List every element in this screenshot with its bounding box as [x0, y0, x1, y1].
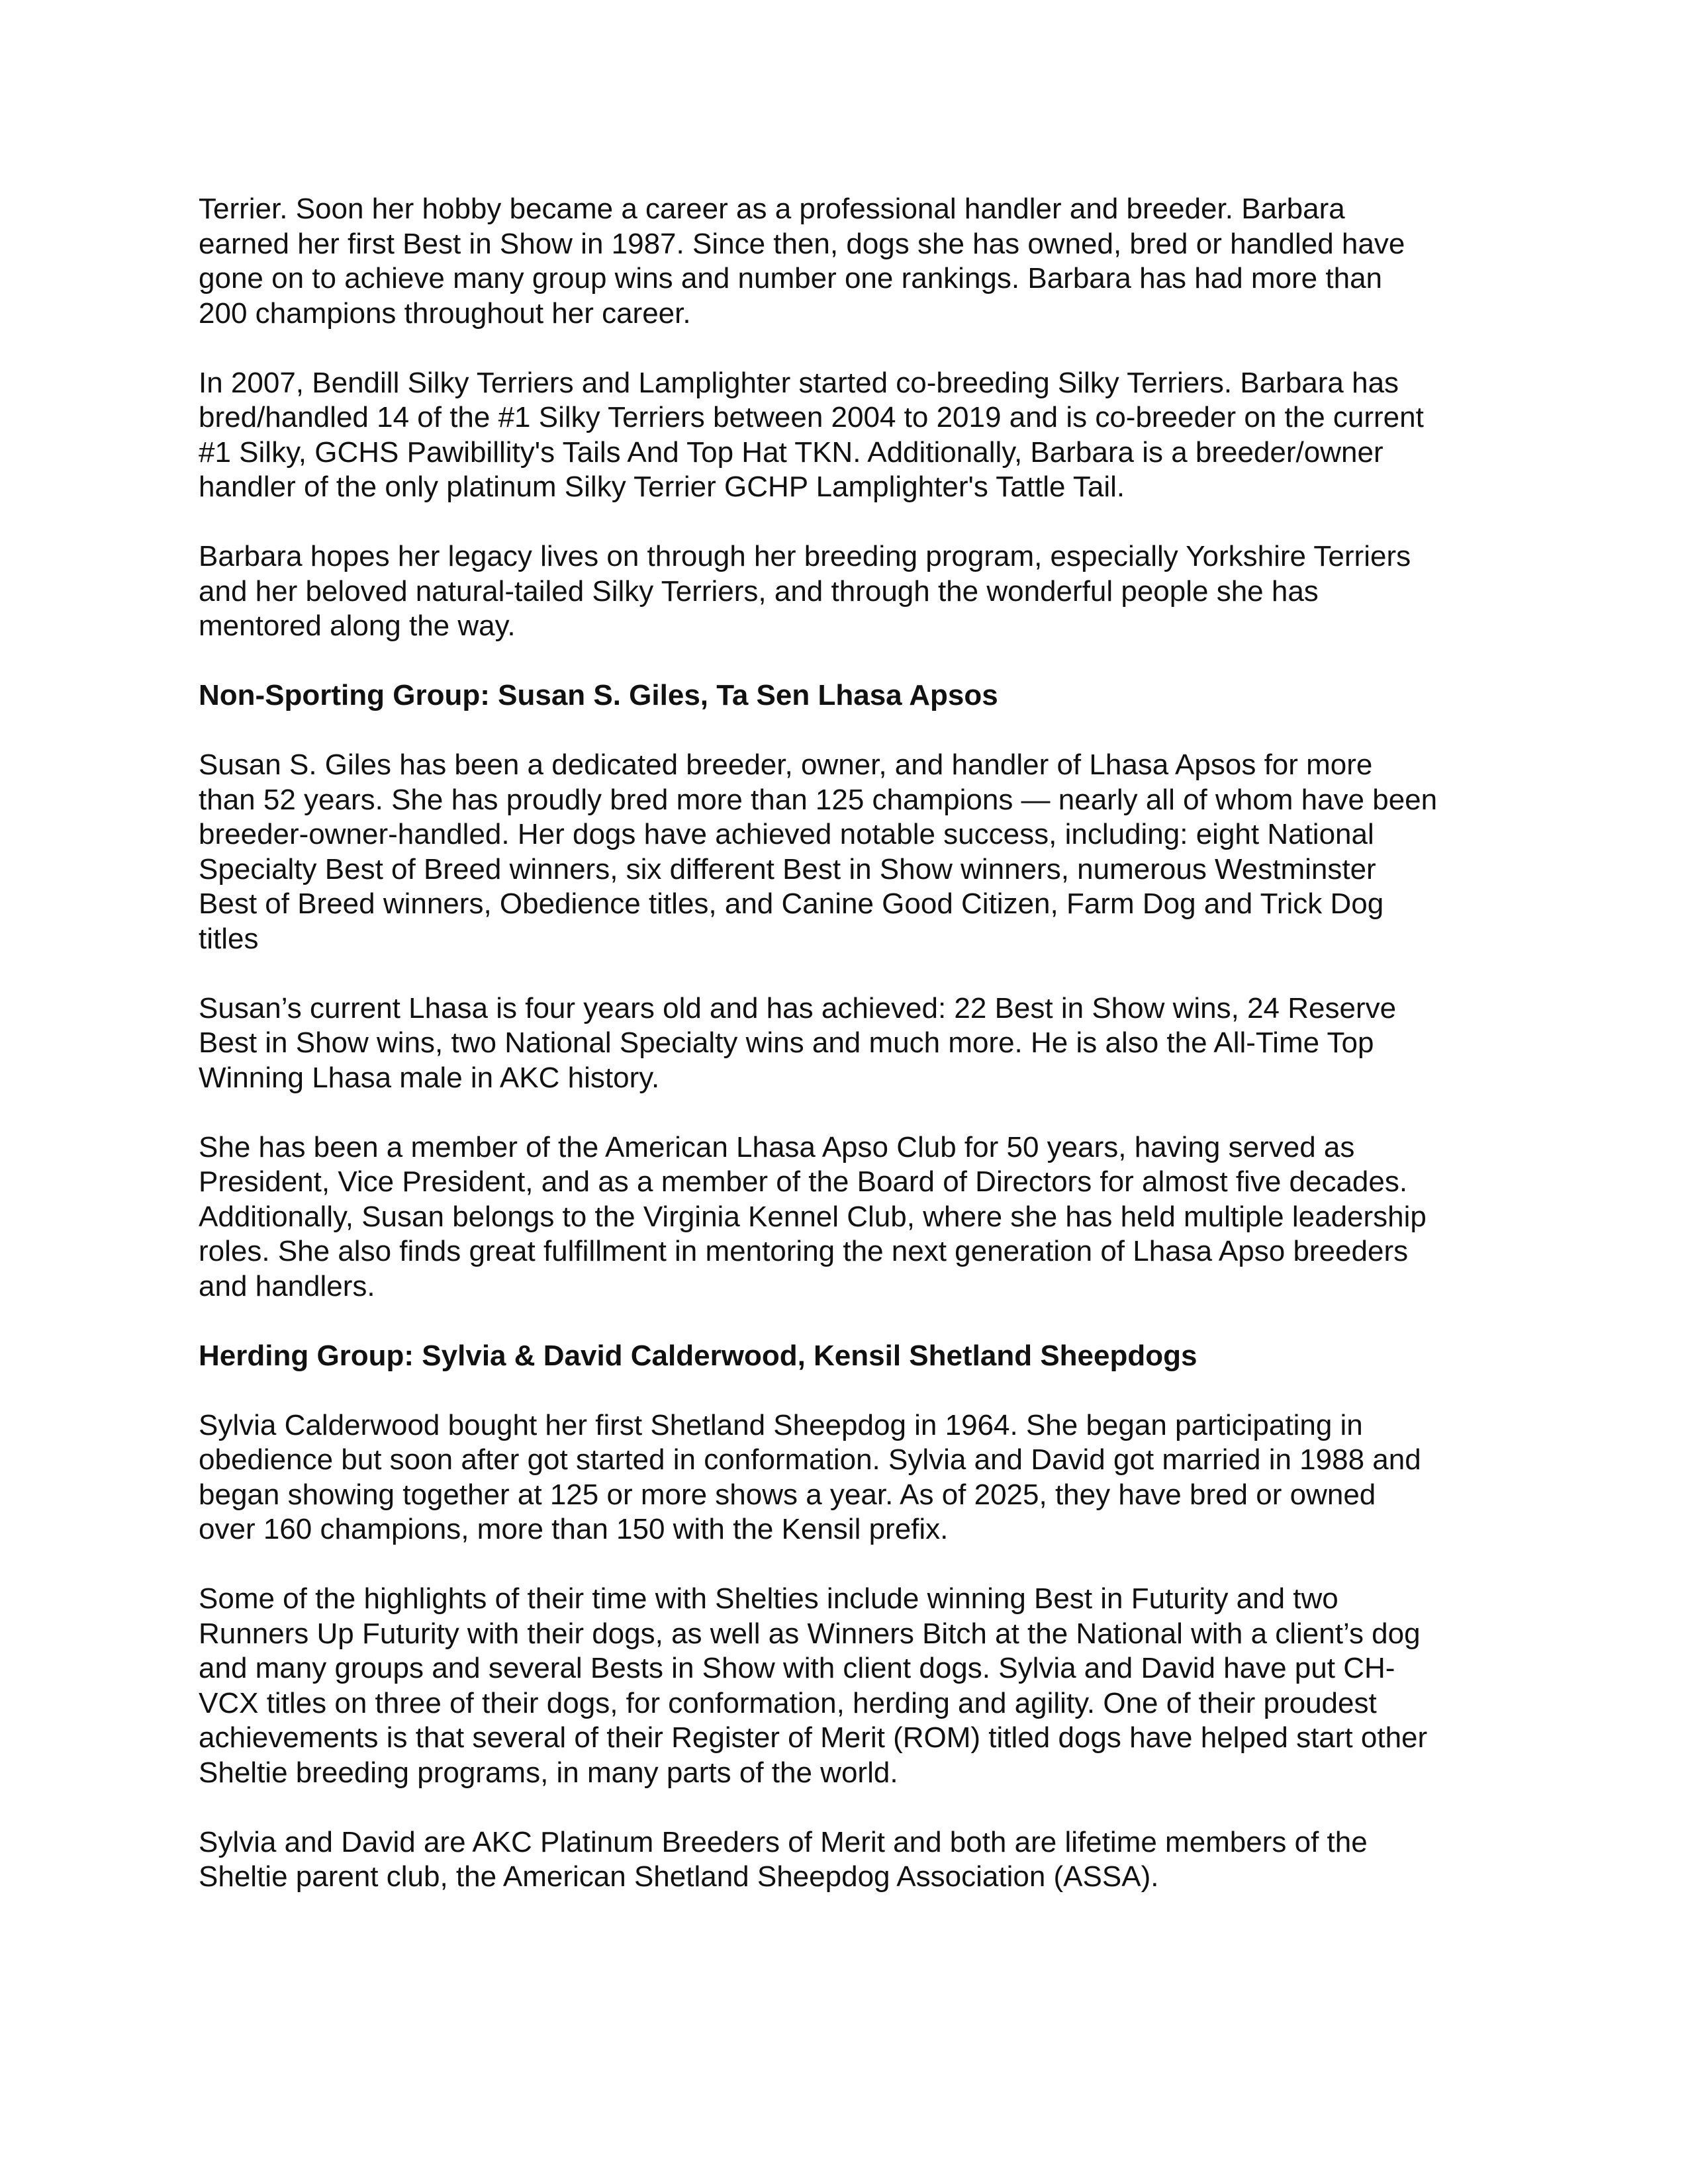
intro-paragraph-3: Barbara hopes her legacy lives on through her breeding program, especially Yorkshire Terriers and her beloved natural-tailed Silky Terriers, and through the wonderful people she has mentored along the way.: [199, 540, 1411, 642]
section-heading: Herding Group: Sylvia & David Calderwood, Kensil Shetland Sheepdogs: [199, 1339, 1197, 1372]
intro-paragraph-1: Terrier. Soon her hobby became a career as a professional handler and breeder. Barbara earned her first Best in Show in 1987. Since then, dogs she has owned, bred or handled have gone on to achieve many group wins and number one rankings. Barbara has had more than 200 champions throughout her career.: [199, 193, 1405, 330]
document-page: [199, 192, 1496, 1929]
section-herding-group: [199, 1339, 1496, 1895]
intro-paragraph-2: In 2007, Bendill Silky Terriers and Lamplighter started co-breeding Silky Terriers. Barbara has bred/handled 14 of the #1 Silky Terriers between 2004 to 2019 and is co-breeder on the current #1 Silky, GCHS Pawibillity's Tails And Top Hat TKN. Additionally, Barbara is a breeder/owner handler of the only platinum Silky Terrier GCHP Lamplighter's Tattle Tail.: [199, 366, 1424, 503]
section-non-sporting-group: [199, 678, 1496, 1304]
section-paragraph: Susan S. Giles has been a dedicated breeder, owner, and handler of Lhasa Apsos for more than 52 years. She has proudly bred more than 125 champions — nearly all of whom have been breeder-owner-handled. Her dogs have achieved notable success, including: eight National Specialty Best of Breed winners, six different Best in Show winners, numerous Westminster Best of Breed winners, Obedience titles, and Canine Good Citizen, Farm Dog and Trick Dog titles: [199, 749, 1438, 955]
section-paragraph: She has been a member of the American Lhasa Apso Club for 50 years, having served as President, Vice President, and as a member of the Board of Directors for almost five decades. Additionally, Susan belongs to the Virginia Kennel Club, where she has held multiple leadership roles. She also finds great fulfillment in mentoring the next generation of Lhasa Apso breeders and handlers.: [199, 1130, 1427, 1302]
section-heading: Non-Sporting Group: Susan S. Giles, Ta Sen Lhasa Apsos: [199, 679, 998, 711]
section-paragraph: Susan’s current Lhasa is four years old and has achieved: 22 Best in Show wins, 24 Reserve Best in Show wins, two National Specialty wins and much more. He is also the All-Time Top Winning Lhasa male in AKC history.: [199, 991, 1397, 1094]
section-paragraph: Sylvia and David are AKC Platinum Breeders of Merit and both are lifetime members of the Sheltie parent club, the American Shetland Sheepdog Association (ASSA).: [199, 1825, 1368, 1893]
section-paragraph: Some of the highlights of their time with Shelties include winning Best in Futurity and two Runners Up Futurity with their dogs, as well as Winners Bitch at the National with a client’s dog and many groups and several Bests in Show with client dogs. Sylvia and David have put CH- VCX titles on three of their dogs, for conformation, herding and agility. One of their proudest achievements is that several of their Register of Merit (ROM) titled dogs have helped start other Sheltie breeding programs, in many parts of the world.: [199, 1582, 1428, 1789]
section-paragraph: Sylvia Calderwood bought her first Shetland Sheepdog in 1964. She began participating in obedience but soon after got started in conformation. Sylvia and David got married in 1988 and began showing together at 125 or more shows a year. As of 2025, they have bred or owned over 160 champions, more than 150 with the Kensil prefix.: [199, 1408, 1421, 1545]
